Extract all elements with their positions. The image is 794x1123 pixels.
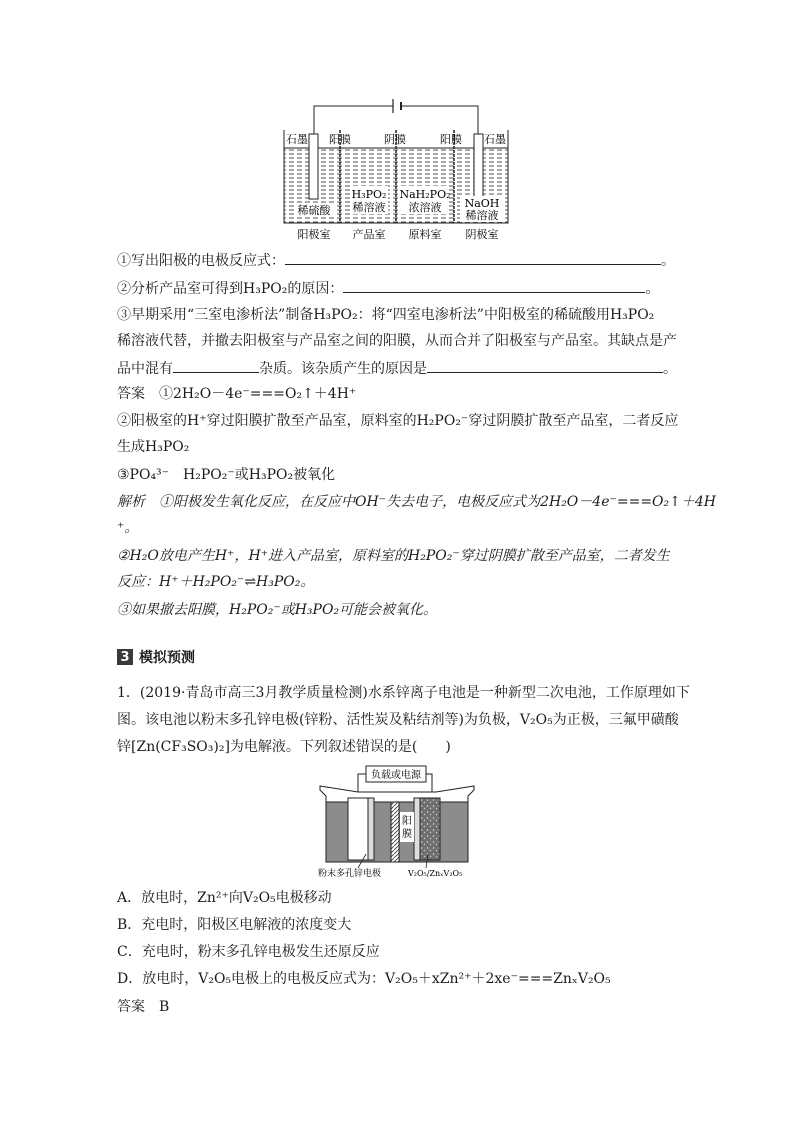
section-heading bbox=[117, 648, 195, 666]
chamber-feed-formula: NaH₂PO₂ bbox=[399, 188, 451, 201]
question-1: ①写出阳极的电极反应式： 。 bbox=[117, 250, 675, 271]
chamber-cathode-formula: NaOH bbox=[464, 197, 500, 210]
problem-1-line-2: 图。该电池以粉末多孔锌电极(锌粉、活性炭及粘结剂等)为负极，V₂O₅为正极，三氟甲磺酸 bbox=[117, 712, 679, 728]
problem-1-line-3: 锌[Zn(CF₃SO₃)₂]为电解液。下列叙述错误的是( ) bbox=[117, 739, 451, 755]
analysis-2-line-2: 反应：H⁺＋H₂PO₂⁻⇌H₃PO₂。 bbox=[117, 574, 315, 590]
answer-blank-3a[interactable] bbox=[173, 358, 259, 373]
analysis-1-line-2: ⁺。 bbox=[117, 520, 139, 536]
battery-diagram bbox=[318, 762, 476, 880]
chamber-product-solution: 稀溶液 bbox=[352, 201, 386, 214]
chamber-anode-solution: 稀硫酸 bbox=[297, 204, 331, 217]
bottom-label-product-room: 产品室 bbox=[352, 228, 386, 241]
answer-blank-2[interactable] bbox=[343, 278, 645, 293]
answer-1: 答案 ①2H₂O－4e⁻===O₂↑＋4H⁺ bbox=[117, 386, 357, 402]
v2o5-electrode-label: V₂O₅/ZnₓV₂O₅ bbox=[408, 869, 463, 878]
analysis-2-line-1: ②H₂O放电产生H⁺，H⁺进入产品室，原料室的H₂PO₂⁻穿过阴膜扩散至产品室，二者发生 bbox=[117, 548, 670, 564]
question-3-line-3: 品中混有 杂质。该杂质产生的原因是 。 bbox=[117, 358, 677, 379]
label-anion-membrane: 阴膜 bbox=[384, 133, 406, 146]
question-3-line-1: ③早期采用“三室电渗析法”制备H₃PO₂：将“四室电渗析法”中阳极室的稀硫酸用H₃PO₂ bbox=[117, 307, 655, 323]
section-title: 模拟预测 bbox=[139, 650, 195, 666]
bottom-label-feed-room: 原料室 bbox=[408, 228, 442, 241]
section-number: 3 bbox=[117, 649, 133, 665]
answer-blank-3b[interactable] bbox=[427, 358, 663, 373]
bottom-label-anode-room: 阳极室 bbox=[297, 228, 331, 241]
option-b[interactable]: B．充电时，阳极区电解液的浓度变大 bbox=[117, 917, 352, 933]
label-graphite-right: 石墨 bbox=[484, 133, 506, 146]
chamber-product-formula: H₃PO₂ bbox=[351, 188, 387, 201]
answer-2-line-1: ②阳极室的H⁺穿过阳膜扩散至产品室，原料室的H₂PO₂⁻穿过阴膜扩散至产品室，二者反应 bbox=[117, 413, 679, 429]
answer-blank-1[interactable] bbox=[285, 250, 661, 265]
answer-2-line-2: 生成H₃PO₂ bbox=[117, 439, 190, 455]
option-a[interactable]: A．放电时，Zn²⁺向V₂O₅电极移动 bbox=[117, 890, 332, 906]
membrane-label-char-1: 阳 bbox=[402, 816, 412, 827]
label-graphite-left: 石墨 bbox=[286, 133, 308, 146]
analysis-1-line-1: 解析 ①阳极发生氧化反应，在反应中OH⁻失去电子，电极反应式为2H₂O－4e⁻===O₂↑＋4H bbox=[117, 494, 716, 510]
option-c[interactable]: C．充电时，粉末多孔锌电极发生还原反应 bbox=[117, 944, 380, 960]
chamber-cathode-solution: 稀溶液 bbox=[465, 209, 499, 222]
chamber-feed-solution: 浓溶液 bbox=[408, 201, 442, 214]
label-cation-membrane-1: 阳膜 bbox=[329, 133, 351, 146]
bottom-label-cathode-room: 阴极室 bbox=[465, 228, 499, 241]
problem-1-line-1: 1．(2019·青岛市高三3月教学质量检测)水系锌离子电池是一种新型二次电池，工作原理如下 bbox=[117, 685, 690, 701]
question-2: ②分析产品室可得到H₃PO₂的原因： 。 bbox=[117, 278, 659, 299]
analysis-3: ③如果撤去阳膜，H₂PO₂⁻或H₃PO₂可能会被氧化。 bbox=[117, 602, 438, 618]
final-answer: 答案 B bbox=[117, 999, 170, 1015]
load-or-power-label: 负载或电源 bbox=[371, 770, 421, 781]
answer-3: ③PO₄³⁻ H₂PO₂⁻或H₃PO₂被氧化 bbox=[117, 467, 336, 483]
label-cation-membrane-2: 阳膜 bbox=[440, 133, 462, 146]
electrodialysis-diagram bbox=[280, 96, 520, 244]
option-d[interactable]: D．放电时，V₂O₅电极上的电极反应式为：V₂O₅＋xZn²⁺＋2xe⁻===ZnₓV₂O₅ bbox=[117, 971, 611, 987]
zinc-electrode-label: 粉末多孔锌电极 bbox=[318, 869, 382, 879]
membrane-label-char-2: 膜 bbox=[402, 829, 412, 840]
question-3-line-2: 稀溶液代替，并撤去阳极室与产品室之间的阳膜，从而合并了阳极室与产品室。其缺点是产 bbox=[117, 333, 677, 349]
